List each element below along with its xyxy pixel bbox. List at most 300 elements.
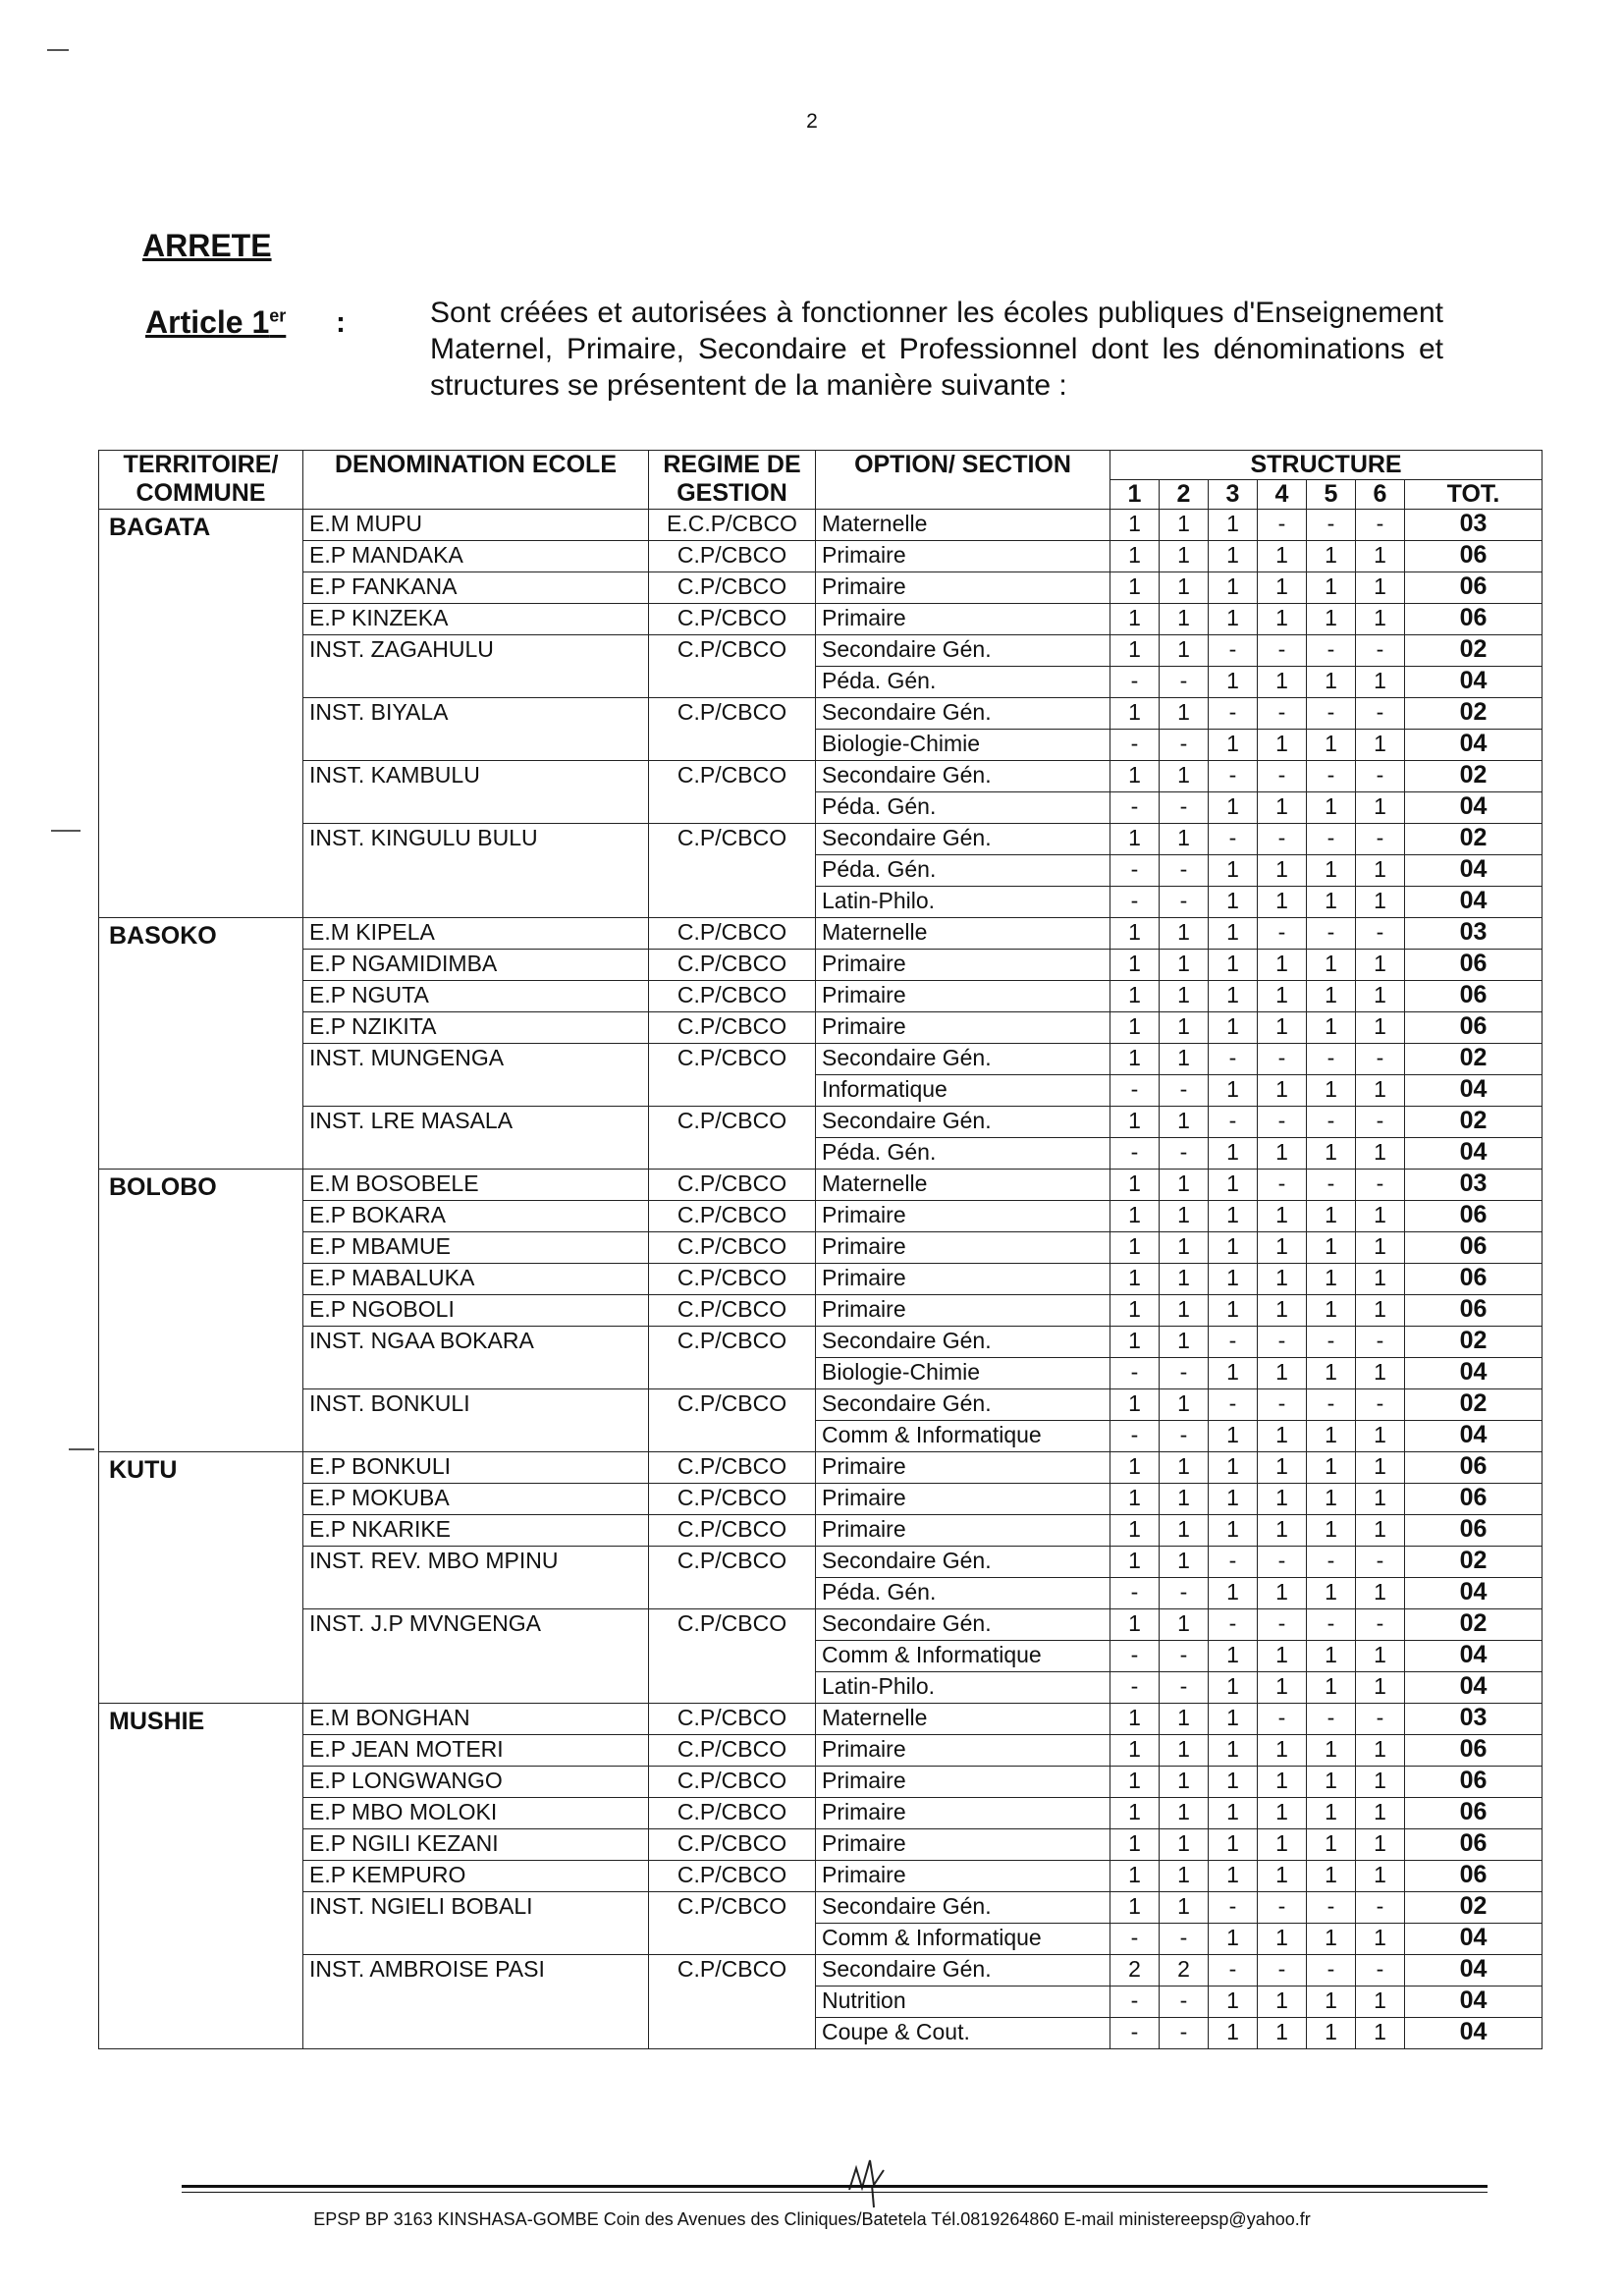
- structure-cell-1: -: [1110, 1075, 1160, 1107]
- structure-cell-4: 1: [1258, 2018, 1307, 2049]
- structure-cell-5: 1: [1307, 2018, 1356, 2049]
- total-cell: 06: [1405, 1767, 1543, 1798]
- structure-cell-5: 1: [1307, 1861, 1356, 1892]
- school-name-cell: INST. AMBROISE PASI: [303, 1955, 649, 2049]
- school-name-cell: E.P KINZEKA: [303, 604, 649, 635]
- structure-cell-3: 1: [1209, 1829, 1258, 1861]
- structure-cell-2: 2: [1160, 1955, 1209, 1987]
- structure-cell-1: 1: [1110, 1767, 1160, 1798]
- table-row: [99, 1170, 1543, 1201]
- table-body: [99, 510, 1543, 2049]
- structure-cell-5: 1: [1307, 1421, 1356, 1452]
- table-row: [99, 1232, 1543, 1264]
- margin-mark: [47, 49, 69, 51]
- table-row: [99, 510, 1543, 541]
- structure-cell-4: 1: [1258, 1798, 1307, 1829]
- option-cell: Primaire: [816, 1295, 1110, 1327]
- table-row: [99, 1955, 1543, 1987]
- structure-cell-2: -: [1160, 2018, 1209, 2049]
- total-cell: 06: [1405, 604, 1543, 635]
- structure-cell-5: 1: [1307, 1138, 1356, 1170]
- table-row: [99, 1201, 1543, 1232]
- structure-cell-1: 1: [1110, 1609, 1160, 1641]
- structure-cell-4: 1: [1258, 730, 1307, 761]
- structure-cell-3: 1: [1209, 855, 1258, 887]
- structure-cell-5: 1: [1307, 1484, 1356, 1515]
- total-cell: 02: [1405, 635, 1543, 667]
- structure-cell-2: -: [1160, 1421, 1209, 1452]
- total-cell: 06: [1405, 1829, 1543, 1861]
- structure-cell-5: 1: [1307, 792, 1356, 824]
- option-cell: Comm & Informatique: [816, 1924, 1110, 1955]
- structure-cell-1: 1: [1110, 510, 1160, 541]
- school-name-cell: E.P FANKANA: [303, 572, 649, 604]
- header-col-4: 4: [1258, 480, 1307, 510]
- school-name-cell: E.P KEMPURO: [303, 1861, 649, 1892]
- option-cell: Péda. Gén.: [816, 792, 1110, 824]
- total-cell: 06: [1405, 1798, 1543, 1829]
- structure-cell-4: 1: [1258, 1232, 1307, 1264]
- school-name-cell: E.M BOSOBELE: [303, 1170, 649, 1201]
- table-row: [99, 1452, 1543, 1484]
- regime-cell: C.P/CBCO: [649, 1201, 816, 1232]
- structure-cell-3: 1: [1209, 1578, 1258, 1609]
- structure-cell-2: 1: [1160, 1201, 1209, 1232]
- structure-cell-6: 1: [1356, 1452, 1405, 1484]
- structure-cell-1: 1: [1110, 1295, 1160, 1327]
- structure-cell-2: 1: [1160, 1170, 1209, 1201]
- option-cell: Péda. Gén.: [816, 855, 1110, 887]
- structure-cell-3: 1: [1209, 510, 1258, 541]
- option-cell: Secondaire Gén.: [816, 1955, 1110, 1987]
- structure-cell-2: 1: [1160, 981, 1209, 1012]
- structure-cell-1: 1: [1110, 572, 1160, 604]
- structure-cell-5: 1: [1307, 855, 1356, 887]
- structure-cell-4: 1: [1258, 792, 1307, 824]
- option-cell: Comm & Informatique: [816, 1421, 1110, 1452]
- structure-cell-6: 1: [1356, 1421, 1405, 1452]
- structure-cell-6: -: [1356, 1107, 1405, 1138]
- structure-cell-6: -: [1356, 1892, 1405, 1924]
- structure-cell-4: 1: [1258, 604, 1307, 635]
- structure-cell-5: 1: [1307, 1924, 1356, 1955]
- structure-cell-3: 1: [1209, 1987, 1258, 2018]
- option-cell: Secondaire Gén.: [816, 1327, 1110, 1358]
- structure-cell-5: 1: [1307, 1295, 1356, 1327]
- table-row: [99, 541, 1543, 572]
- structure-cell-2: 1: [1160, 698, 1209, 730]
- structure-cell-6: 1: [1356, 1735, 1405, 1767]
- structure-cell-2: 1: [1160, 1327, 1209, 1358]
- option-cell: Primaire: [816, 950, 1110, 981]
- structure-cell-6: -: [1356, 918, 1405, 950]
- structure-cell-1: 1: [1110, 698, 1160, 730]
- structure-cell-1: 1: [1110, 1170, 1160, 1201]
- option-cell: Primaire: [816, 1264, 1110, 1295]
- school-name-cell: E.P JEAN MOTERI: [303, 1735, 649, 1767]
- structure-cell-1: -: [1110, 855, 1160, 887]
- regime-cell: C.P/CBCO: [649, 1295, 816, 1327]
- structure-cell-6: 1: [1356, 1672, 1405, 1704]
- structure-cell-1: -: [1110, 1924, 1160, 1955]
- option-cell: Secondaire Gén.: [816, 698, 1110, 730]
- structure-cell-5: -: [1307, 1327, 1356, 1358]
- total-cell: 03: [1405, 510, 1543, 541]
- decree-heading: ARRETE: [142, 228, 272, 263]
- structure-cell-2: 1: [1160, 1452, 1209, 1484]
- structure-cell-4: -: [1258, 1704, 1307, 1735]
- regime-cell: C.P/CBCO: [649, 1892, 816, 1955]
- structure-cell-1: 1: [1110, 1829, 1160, 1861]
- structure-cell-2: -: [1160, 887, 1209, 918]
- school-name-cell: E.P LONGWANGO: [303, 1767, 649, 1798]
- structure-cell-6: 1: [1356, 572, 1405, 604]
- structure-cell-6: -: [1356, 1547, 1405, 1578]
- structure-cell-6: 1: [1356, 1012, 1405, 1044]
- structure-cell-1: -: [1110, 1578, 1160, 1609]
- structure-cell-5: -: [1307, 1389, 1356, 1421]
- school-name-cell: INST. LRE MASALA: [303, 1107, 649, 1170]
- structure-cell-4: 1: [1258, 1641, 1307, 1672]
- structure-cell-6: 1: [1356, 1358, 1405, 1389]
- structure-cell-3: 1: [1209, 1767, 1258, 1798]
- structure-cell-5: 1: [1307, 1578, 1356, 1609]
- structure-cell-6: 1: [1356, 792, 1405, 824]
- structure-cell-2: 1: [1160, 1107, 1209, 1138]
- school-name-cell: E.P MBAMUE: [303, 1232, 649, 1264]
- structure-cell-3: 1: [1209, 1075, 1258, 1107]
- table-row: [99, 1327, 1543, 1358]
- option-cell: Latin-Philo.: [816, 887, 1110, 918]
- option-cell: Maternelle: [816, 1704, 1110, 1735]
- total-cell: 04: [1405, 730, 1543, 761]
- total-cell: 03: [1405, 1170, 1543, 1201]
- structure-cell-3: 1: [1209, 1484, 1258, 1515]
- structure-cell-4: 1: [1258, 1264, 1307, 1295]
- total-cell: 02: [1405, 761, 1543, 792]
- total-cell: 04: [1405, 1075, 1543, 1107]
- structure-cell-4: -: [1258, 698, 1307, 730]
- option-cell: Secondaire Gén.: [816, 1044, 1110, 1075]
- table-row: [99, 1515, 1543, 1547]
- structure-cell-5: -: [1307, 1107, 1356, 1138]
- structure-cell-4: 1: [1258, 981, 1307, 1012]
- structure-cell-3: 1: [1209, 1924, 1258, 1955]
- structure-cell-6: 1: [1356, 887, 1405, 918]
- regime-cell: C.P/CBCO: [649, 572, 816, 604]
- structure-cell-6: -: [1356, 635, 1405, 667]
- structure-cell-1: 1: [1110, 761, 1160, 792]
- total-cell: 06: [1405, 1515, 1543, 1547]
- total-cell: 02: [1405, 1609, 1543, 1641]
- school-name-cell: INST. KAMBULU: [303, 761, 649, 824]
- structure-cell-3: -: [1209, 761, 1258, 792]
- structure-cell-2: 1: [1160, 1515, 1209, 1547]
- structure-cell-2: 1: [1160, 1735, 1209, 1767]
- total-cell: 04: [1405, 1955, 1543, 1987]
- structure-cell-3: 1: [1209, 1641, 1258, 1672]
- regime-cell: C.P/CBCO: [649, 1798, 816, 1829]
- structure-cell-4: 1: [1258, 1515, 1307, 1547]
- option-cell: Secondaire Gén.: [816, 1609, 1110, 1641]
- structure-cell-1: 1: [1110, 1484, 1160, 1515]
- total-cell: 02: [1405, 1389, 1543, 1421]
- header-col-5: 5: [1307, 480, 1356, 510]
- option-cell: Primaire: [816, 981, 1110, 1012]
- header-denomination: DENOMINATION ECOLE: [303, 451, 649, 510]
- header-col-1: 1: [1110, 480, 1160, 510]
- structure-cell-2: -: [1160, 1641, 1209, 1672]
- table-row: [99, 1295, 1543, 1327]
- structure-cell-5: 1: [1307, 1829, 1356, 1861]
- structure-cell-3: 1: [1209, 1735, 1258, 1767]
- structure-cell-5: -: [1307, 1955, 1356, 1987]
- structure-cell-6: -: [1356, 1609, 1405, 1641]
- regime-cell: C.P/CBCO: [649, 824, 816, 918]
- structure-cell-3: 1: [1209, 541, 1258, 572]
- regime-cell: C.P/CBCO: [649, 1735, 816, 1767]
- total-cell: 04: [1405, 887, 1543, 918]
- total-cell: 06: [1405, 1861, 1543, 1892]
- structure-cell-2: 1: [1160, 1232, 1209, 1264]
- option-cell: Maternelle: [816, 1170, 1110, 1201]
- table-row: [99, 604, 1543, 635]
- structure-cell-6: -: [1356, 1044, 1405, 1075]
- option-cell: Primaire: [816, 604, 1110, 635]
- table-row: [99, 1389, 1543, 1421]
- table-row: [99, 1892, 1543, 1924]
- structure-cell-2: -: [1160, 1672, 1209, 1704]
- header-col-tot: TOT.: [1405, 480, 1543, 510]
- structure-cell-6: 1: [1356, 1075, 1405, 1107]
- footer-rule: [182, 2185, 1488, 2188]
- table-row: [99, 981, 1543, 1012]
- structure-cell-5: 1: [1307, 541, 1356, 572]
- structure-cell-5: 1: [1307, 1641, 1356, 1672]
- regime-cell: C.P/CBCO: [649, 1829, 816, 1861]
- structure-cell-1: -: [1110, 1358, 1160, 1389]
- total-cell: 04: [1405, 855, 1543, 887]
- structure-cell-4: -: [1258, 1107, 1307, 1138]
- school-name-cell: INST. NGIELI BOBALI: [303, 1892, 649, 1955]
- structure-cell-3: 1: [1209, 572, 1258, 604]
- regime-cell: C.P/CBCO: [649, 1547, 816, 1609]
- structure-cell-5: 1: [1307, 1798, 1356, 1829]
- table-row: [99, 1861, 1543, 1892]
- structure-cell-4: -: [1258, 510, 1307, 541]
- article-label-sup: er: [269, 305, 287, 326]
- structure-cell-3: 1: [1209, 1012, 1258, 1044]
- school-name-cell: E.P BONKULI: [303, 1452, 649, 1484]
- structure-cell-5: -: [1307, 761, 1356, 792]
- structure-cell-1: 1: [1110, 950, 1160, 981]
- structure-cell-1: -: [1110, 1672, 1160, 1704]
- total-cell: 04: [1405, 667, 1543, 698]
- structure-cell-6: 1: [1356, 1232, 1405, 1264]
- school-name-cell: E.M BONGHAN: [303, 1704, 649, 1735]
- territoire-cell: MUSHIE: [99, 1704, 303, 2049]
- option-cell: Secondaire Gén.: [816, 824, 1110, 855]
- school-name-cell: INST. BIYALA: [303, 698, 649, 761]
- school-name-cell: E.P NGOBOLI: [303, 1295, 649, 1327]
- structure-cell-6: 1: [1356, 1924, 1405, 1955]
- option-cell: Coupe & Cout.: [816, 2018, 1110, 2049]
- structure-cell-4: 1: [1258, 667, 1307, 698]
- structure-cell-6: 1: [1356, 1295, 1405, 1327]
- total-cell: 02: [1405, 1044, 1543, 1075]
- structure-cell-5: -: [1307, 1044, 1356, 1075]
- structure-cell-1: 2: [1110, 1955, 1160, 1987]
- structure-cell-5: -: [1307, 510, 1356, 541]
- structure-cell-4: 1: [1258, 1484, 1307, 1515]
- table-row: [99, 1547, 1543, 1578]
- structure-cell-1: 1: [1110, 1201, 1160, 1232]
- structure-cell-5: 1: [1307, 1358, 1356, 1389]
- school-name-cell: E.P NGAMIDIMBA: [303, 950, 649, 981]
- school-name-cell: INST. KINGULU BULU: [303, 824, 649, 918]
- schools-table: [98, 450, 1543, 2049]
- structure-cell-2: 1: [1160, 1861, 1209, 1892]
- regime-cell: C.P/CBCO: [649, 1767, 816, 1798]
- regime-cell: E.C.P/CBCO: [649, 510, 816, 541]
- structure-cell-5: 1: [1307, 667, 1356, 698]
- structure-cell-2: 1: [1160, 761, 1209, 792]
- structure-cell-5: 1: [1307, 1767, 1356, 1798]
- structure-cell-5: 1: [1307, 730, 1356, 761]
- total-cell: 04: [1405, 1641, 1543, 1672]
- table-row: [99, 1044, 1543, 1075]
- structure-cell-6: -: [1356, 1170, 1405, 1201]
- total-cell: 06: [1405, 1295, 1543, 1327]
- school-name-cell: E.M MUPU: [303, 510, 649, 541]
- structure-cell-6: -: [1356, 510, 1405, 541]
- structure-cell-5: 1: [1307, 981, 1356, 1012]
- structure-cell-5: 1: [1307, 604, 1356, 635]
- option-cell: Secondaire Gén.: [816, 761, 1110, 792]
- structure-cell-2: -: [1160, 1138, 1209, 1170]
- structure-cell-3: -: [1209, 1955, 1258, 1987]
- total-cell: 06: [1405, 1264, 1543, 1295]
- option-cell: Primaire: [816, 1861, 1110, 1892]
- option-cell: Nutrition: [816, 1987, 1110, 2018]
- table-row: [99, 1264, 1543, 1295]
- structure-cell-4: 1: [1258, 1295, 1307, 1327]
- structure-cell-3: -: [1209, 1547, 1258, 1578]
- header-col-3: 3: [1209, 480, 1258, 510]
- structure-cell-3: 1: [1209, 918, 1258, 950]
- article-label-text: Article 1: [145, 304, 270, 340]
- option-cell: Primaire: [816, 1201, 1110, 1232]
- structure-cell-3: 1: [1209, 1264, 1258, 1295]
- structure-cell-2: 1: [1160, 1704, 1209, 1735]
- option-cell: Biologie-Chimie: [816, 730, 1110, 761]
- structure-cell-5: -: [1307, 824, 1356, 855]
- regime-cell: C.P/CBCO: [649, 1452, 816, 1484]
- regime-cell: C.P/CBCO: [649, 1044, 816, 1107]
- regime-cell: C.P/CBCO: [649, 1955, 816, 2049]
- structure-cell-5: -: [1307, 1892, 1356, 1924]
- article-label: [145, 304, 286, 341]
- structure-cell-6: 1: [1356, 1484, 1405, 1515]
- territoire-cell: BOLOBO: [99, 1170, 303, 1452]
- regime-cell: C.P/CBCO: [649, 1484, 816, 1515]
- structure-cell-1: -: [1110, 1641, 1160, 1672]
- structure-cell-6: 1: [1356, 1861, 1405, 1892]
- school-name-cell: INST. NGAA BOKARA: [303, 1327, 649, 1389]
- table-row: [99, 1798, 1543, 1829]
- structure-cell-1: -: [1110, 792, 1160, 824]
- school-name-cell: E.P MBO MOLOKI: [303, 1798, 649, 1829]
- structure-cell-3: -: [1209, 1107, 1258, 1138]
- option-cell: Primaire: [816, 1012, 1110, 1044]
- option-cell: Péda. Gén.: [816, 1138, 1110, 1170]
- structure-cell-3: -: [1209, 1044, 1258, 1075]
- structure-cell-2: 1: [1160, 1295, 1209, 1327]
- structure-cell-3: 1: [1209, 1421, 1258, 1452]
- regime-cell: C.P/CBCO: [649, 698, 816, 761]
- structure-cell-2: -: [1160, 667, 1209, 698]
- structure-cell-1: 1: [1110, 541, 1160, 572]
- structure-cell-1: 1: [1110, 824, 1160, 855]
- structure-cell-2: -: [1160, 1075, 1209, 1107]
- structure-cell-1: -: [1110, 887, 1160, 918]
- territoire-cell: BAGATA: [99, 510, 303, 918]
- option-cell: Primaire: [816, 1452, 1110, 1484]
- structure-cell-4: 1: [1258, 1138, 1307, 1170]
- structure-cell-1: 1: [1110, 1892, 1160, 1924]
- structure-cell-3: 1: [1209, 1170, 1258, 1201]
- structure-cell-5: -: [1307, 1170, 1356, 1201]
- structure-cell-1: -: [1110, 730, 1160, 761]
- structure-cell-2: 1: [1160, 824, 1209, 855]
- total-cell: 02: [1405, 1892, 1543, 1924]
- total-cell: 02: [1405, 1107, 1543, 1138]
- option-cell: Péda. Gén.: [816, 1578, 1110, 1609]
- structure-cell-1: -: [1110, 1138, 1160, 1170]
- structure-cell-6: 1: [1356, 730, 1405, 761]
- structure-cell-3: 1: [1209, 1861, 1258, 1892]
- structure-cell-2: -: [1160, 1578, 1209, 1609]
- option-cell: Primaire: [816, 1829, 1110, 1861]
- structure-cell-4: -: [1258, 1389, 1307, 1421]
- structure-cell-1: 1: [1110, 1327, 1160, 1358]
- total-cell: 04: [1405, 1358, 1543, 1389]
- total-cell: 04: [1405, 1138, 1543, 1170]
- structure-cell-5: -: [1307, 1547, 1356, 1578]
- structure-cell-2: 1: [1160, 1264, 1209, 1295]
- structure-cell-5: 1: [1307, 1232, 1356, 1264]
- structure-cell-3: -: [1209, 824, 1258, 855]
- structure-cell-2: -: [1160, 1358, 1209, 1389]
- total-cell: 04: [1405, 1672, 1543, 1704]
- structure-cell-5: 1: [1307, 1264, 1356, 1295]
- school-name-cell: E.P NGUTA: [303, 981, 649, 1012]
- structure-cell-4: 1: [1258, 1861, 1307, 1892]
- structure-cell-6: 1: [1356, 855, 1405, 887]
- structure-cell-4: 1: [1258, 887, 1307, 918]
- structure-cell-3: -: [1209, 1389, 1258, 1421]
- structure-cell-3: -: [1209, 1892, 1258, 1924]
- option-cell: Informatique: [816, 1075, 1110, 1107]
- structure-cell-3: 1: [1209, 1672, 1258, 1704]
- header-col-6: 6: [1356, 480, 1405, 510]
- structure-cell-3: 1: [1209, 887, 1258, 918]
- structure-cell-5: 1: [1307, 1987, 1356, 2018]
- structure-cell-1: 1: [1110, 1264, 1160, 1295]
- margin-mark: [69, 1448, 94, 1450]
- structure-cell-5: 1: [1307, 572, 1356, 604]
- structure-cell-6: 1: [1356, 1829, 1405, 1861]
